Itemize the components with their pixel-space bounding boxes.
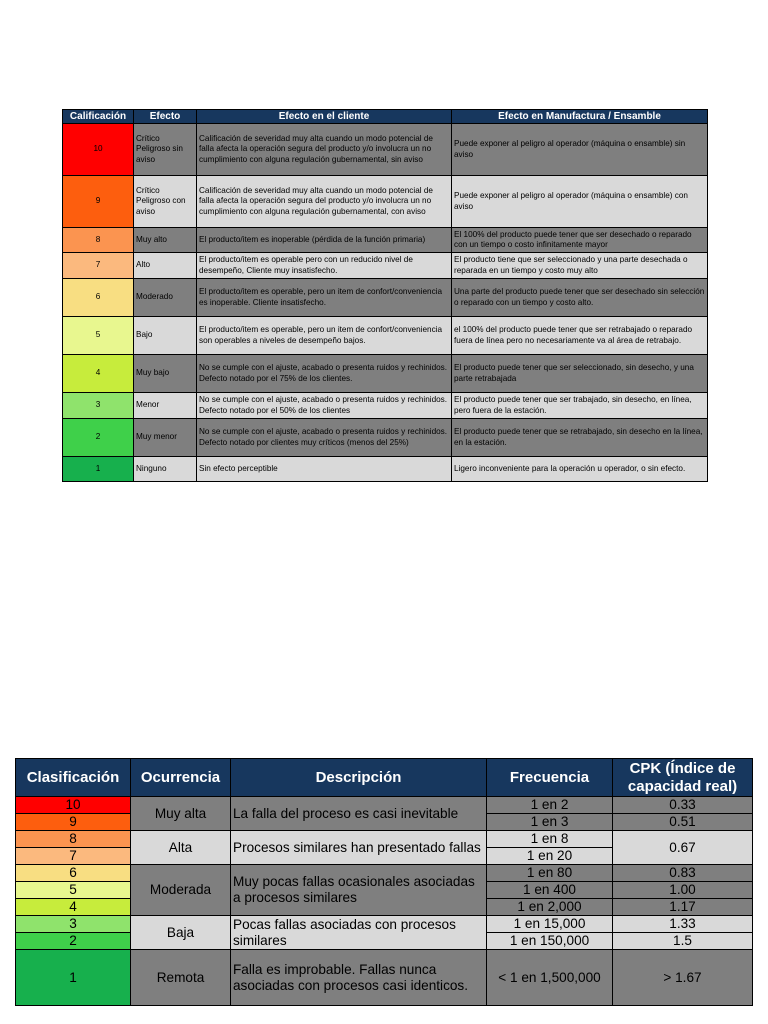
cpk-cell: 1.00: [613, 882, 753, 899]
header-frequency: Frecuencia: [487, 759, 613, 797]
header-occurrence: Ocurrencia: [131, 759, 231, 797]
header-customer-effect: Efecto en el cliente: [197, 110, 452, 124]
severity-row: [63, 393, 708, 419]
rating-cell: 8: [63, 228, 134, 253]
occurrence-table: [15, 758, 753, 1006]
frequency-cell: 1 en 400: [487, 882, 613, 899]
occurrence-cell: Baja: [131, 916, 231, 950]
frequency-cell: 1 en 80: [487, 865, 613, 882]
manufacturing-effect-cell: El producto puede tener que ser seleccionado, sin desecho, y una parte retrabajada: [452, 355, 708, 393]
description-cell: La falla del proceso es casi inevitable: [231, 797, 487, 831]
severity-row: [63, 317, 708, 355]
rating-cell: 10: [63, 124, 134, 176]
customer-effect-cell: No se cumple con el ajuste, acabado o presenta ruidos y rechinidos. Defecto notado por clientes muy críticos (menos del 25%): [197, 419, 452, 457]
occurrence-row: [16, 916, 753, 933]
manufacturing-effect-cell: Puede exponer al peligro al operador (máquina o ensamble) con aviso: [452, 176, 708, 228]
effect-cell: Alto: [134, 253, 197, 279]
customer-effect-cell: No se cumple con el ajuste, acabado o presenta ruidos y rechinidos. Defecto notado por el 50% de los clientes: [197, 393, 452, 419]
customer-effect-cell: Sin efecto perceptible: [197, 457, 452, 482]
frequency-cell: 1 en 8: [487, 831, 613, 848]
severity-row: [63, 419, 708, 457]
frequency-cell: < 1 en 1,500,000: [487, 950, 613, 1006]
effect-cell: Ninguno: [134, 457, 197, 482]
manufacturing-effect-cell: El producto puede tener que se retrabajado, sin desecho en la línea, en la estación.: [452, 419, 708, 457]
severity-row: [63, 124, 708, 176]
manufacturing-effect-cell: Puede exponer al peligro al operador (máquina o ensamble) sin aviso: [452, 124, 708, 176]
rating-cell: 1: [63, 457, 134, 482]
effect-cell: Bajo: [134, 317, 197, 355]
classification-cell: 10: [16, 797, 131, 814]
manufacturing-effect-cell: El producto tiene que ser seleccionado y una parte desechada o reparada en un tiempo y costo muy alto: [452, 253, 708, 279]
header-cpk: CPK (Índice de capacidad real): [613, 759, 753, 797]
effect-cell: Crítico Peligroso sin aviso: [134, 124, 197, 176]
header-manufacturing-effect: Efecto en Manufactura / Ensamble: [452, 110, 708, 124]
cpk-cell: 0.33: [613, 797, 753, 814]
cpk-cell: 0.67: [613, 831, 753, 865]
occurrence-cell: Remota: [131, 950, 231, 1006]
rating-cell: 2: [63, 419, 134, 457]
rating-cell: 7: [63, 253, 134, 279]
frequency-cell: 1 en 20: [487, 848, 613, 865]
rating-cell: 4: [63, 355, 134, 393]
description-cell: Procesos similares han presentado fallas: [231, 831, 487, 865]
customer-effect-cell: El producto/item es inoperable (pérdida de la función primaria): [197, 228, 452, 253]
occurrence-row: [16, 831, 753, 848]
occurrence-row: [16, 797, 753, 814]
classification-cell: 4: [16, 899, 131, 916]
severity-row: [63, 253, 708, 279]
customer-effect-cell: Calificación de severidad muy alta cuando un modo potencial de falla afecta la operación segura del producto y/o involucra un no cumplimiento con alguna regulación gubernamental, sin aviso: [197, 124, 452, 176]
classification-cell: 5: [16, 882, 131, 899]
header-classification: Clasificación: [16, 759, 131, 797]
occurrence-cell: Alta: [131, 831, 231, 865]
occurrence-cell: Muy alta: [131, 797, 231, 831]
customer-effect-cell: El producto/item es operable, pero un item de confort/conveniencia es inoperable. Cliente insatisfecho.: [197, 279, 452, 317]
cpk-cell: 0.83: [613, 865, 753, 882]
effect-cell: Menor: [134, 393, 197, 419]
rating-cell: 6: [63, 279, 134, 317]
classification-cell: 3: [16, 916, 131, 933]
occurrence-header-row: [16, 759, 753, 797]
rating-cell: 9: [63, 176, 134, 228]
effect-cell: Muy alto: [134, 228, 197, 253]
severity-row: [63, 228, 708, 253]
classification-cell: 2: [16, 933, 131, 950]
manufacturing-effect-cell: Una parte del producto puede tener que ser desechado sin selección o reparado con un tiempo y costo alto.: [452, 279, 708, 317]
frequency-cell: 1 en 150,000: [487, 933, 613, 950]
description-cell: Falla es improbable. Fallas nunca asociadas con procesos casi identicos.: [231, 950, 487, 1006]
occurrence-row: [16, 865, 753, 882]
cpk-cell: 1.33: [613, 916, 753, 933]
effect-cell: Muy bajo: [134, 355, 197, 393]
effect-cell: Moderado: [134, 279, 197, 317]
effect-cell: Muy menor: [134, 419, 197, 457]
severity-row: [63, 355, 708, 393]
cpk-cell: 0.51: [613, 814, 753, 831]
classification-cell: 7: [16, 848, 131, 865]
manufacturing-effect-cell: El 100% del producto puede tener que ser desechado o reparado con un tiempo o costo infinitamente mayor: [452, 228, 708, 253]
rating-cell: 3: [63, 393, 134, 419]
classification-cell: 8: [16, 831, 131, 848]
rating-cell: 5: [63, 317, 134, 355]
description-cell: Muy pocas fallas ocasionales asociadas a procesos similares: [231, 865, 487, 916]
frequency-cell: 1 en 15,000: [487, 916, 613, 933]
classification-cell: 6: [16, 865, 131, 882]
severity-row: [63, 457, 708, 482]
customer-effect-cell: No se cumple con el ajuste, acabado o presenta ruidos y rechinidos. Defecto notado por el 75% de los clientes.: [197, 355, 452, 393]
header-effect: Efecto: [134, 110, 197, 124]
effect-cell: Crítico Peligroso con aviso: [134, 176, 197, 228]
customer-effect-cell: Calificación de severidad muy alta cuando un modo potencial de falla afecta la operación segura del producto y/o involucra un no cumplimiento con alguna regulación gubernamental, con aviso: [197, 176, 452, 228]
severity-header-row: [63, 110, 708, 124]
frequency-cell: 1 en 3: [487, 814, 613, 831]
header-rating: Calificación: [63, 110, 134, 124]
occurrence-row: [16, 950, 753, 1006]
severity-table: [62, 109, 708, 482]
occurrence-cell: Moderada: [131, 865, 231, 916]
manufacturing-effect-cell: El producto puede tener que ser trabajado, sin desecho, en línea, pero fuera de la estación.: [452, 393, 708, 419]
cpk-cell: 1.17: [613, 899, 753, 916]
severity-row: [63, 176, 708, 228]
customer-effect-cell: El producto/item es operable pero con un reducido nivel de desempeño, Cliente muy insatisfecho.: [197, 253, 452, 279]
cpk-cell: 1.5: [613, 933, 753, 950]
classification-cell: 9: [16, 814, 131, 831]
customer-effect-cell: El producto/item es operable, pero un item de confort/conveniencia son operables a niveles de desempeño bajos.: [197, 317, 452, 355]
description-cell: Pocas fallas asociadas con procesos similares: [231, 916, 487, 950]
frequency-cell: 1 en 2: [487, 797, 613, 814]
cpk-cell: > 1.67: [613, 950, 753, 1006]
header-description: Descripción: [231, 759, 487, 797]
frequency-cell: 1 en 2,000: [487, 899, 613, 916]
manufacturing-effect-cell: Ligero inconveniente para la operación u operador, o sin efecto.: [452, 457, 708, 482]
severity-row: [63, 279, 708, 317]
manufacturing-effect-cell: el 100% del producto puede tener que ser retrabajado o reparado fuera de línea pero no necesariamente va al área de retrabajo.: [452, 317, 708, 355]
classification-cell: 1: [16, 950, 131, 1006]
